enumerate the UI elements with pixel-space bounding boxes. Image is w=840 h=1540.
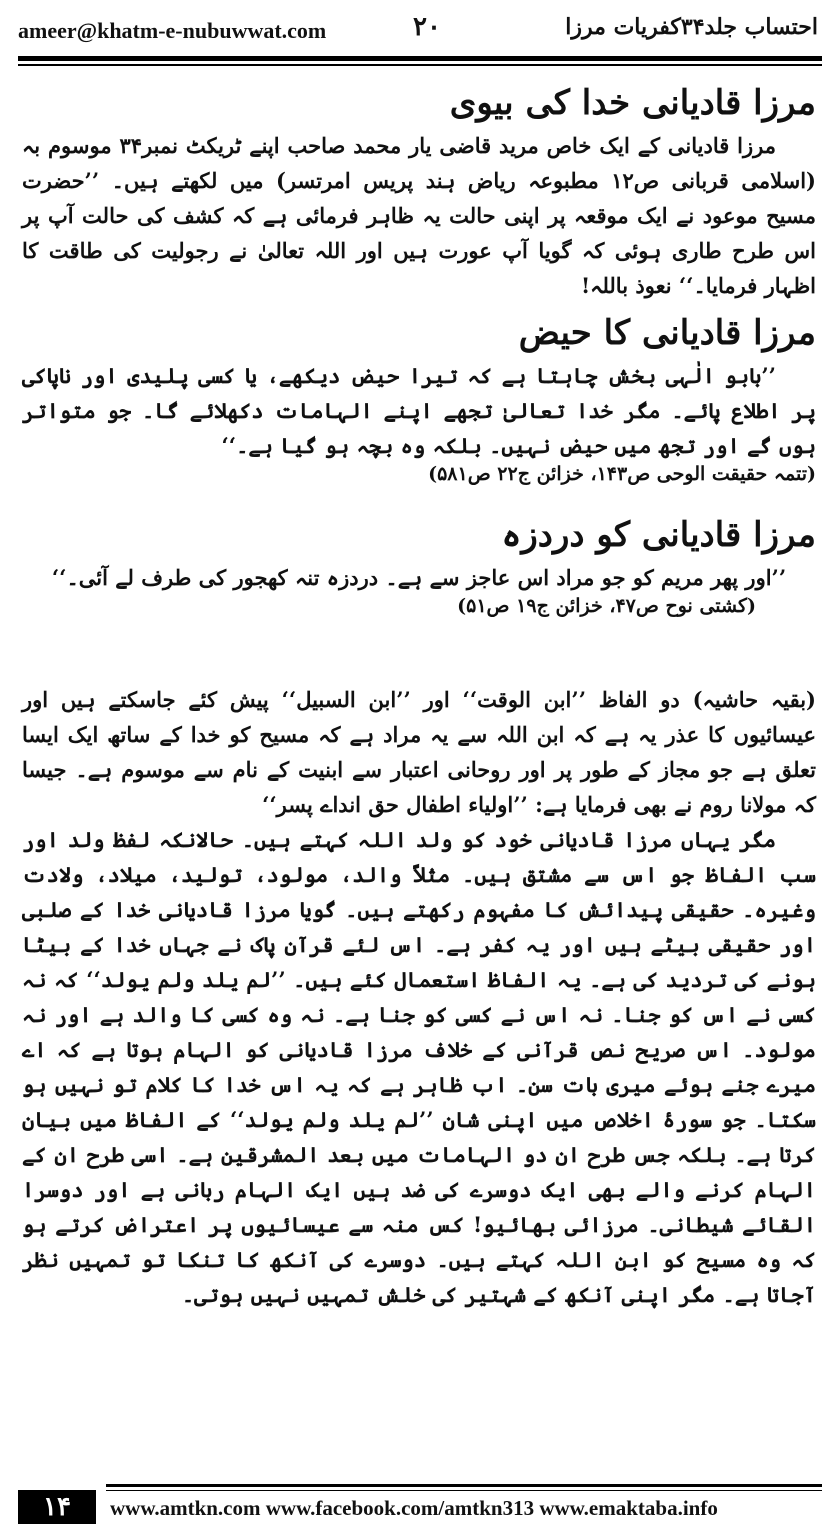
page-header — [18, 8, 818, 52]
header-rule-thin — [18, 64, 822, 66]
section-heading: مرزا قادیانی کا حیض — [518, 313, 816, 353]
section-heading: مرزا قادیانی کو دردزہ — [501, 515, 816, 555]
footnote-paragraph: مگر یہاں مرزا قادیانی خود کو ولد اللہ کہتے ہیں۔ حالانکہ لفظ ولد اور سب الفاظ جو اس سے مشتق ہیں۔ مثلاً والد، مولود، تولید، میلاد، ولادت وغیرہ۔ حقیقی پیدائش کا مفہوم رکھتے ہیں۔ گویا مرزا قادیانی خدا کے صلبی اور حقیقی بیٹے ہیں اور یہ کفر ہے۔ اس لئے قرآن پاک نے جہاں خدا کے بیٹا ہونے کی تردید کی ہے۔ یہ الفاظ استعمال کئے ہیں۔ ’’لم یلد ولم یولد‘‘ کہ نہ کسی نے اس کو جنا۔ نہ اس نے کسی کو جنا ہے۔ نہ وہ کسی کا والد ہے اور نہ مولود۔ اس صریح نص قرآنی کے خلاف مرزا قادیانی کو الہام ہوتا ہے کہ اے میرے جنے ہوئے میری بات سن۔ اب ظاہر ہے کہ یہ اس خدا کا کلام تو نہیں ہو سکتا۔ جو سورۂ اخلاص میں اپنی شان ’’لم یلد ولم یولد‘‘ کے الفاظ میں بیان کرتا ہے۔ بلکہ جس طرح ان دو الہامات میں بعد المشرقین ہے۔ اسی طرح ان کے الہام کرنے والے بھی ایک دوسرے کی ضد ہیں ایک الہام ربانی ہے اور دوسرا القائے شیطانی۔ مرزائی بھائیو! کس منہ سے عیسائیوں پر اعتراض کرتے ہو کہ وہ مسیح کو ابن اللہ کہتے ہیں۔ دوسرے کی آنکھ کا تنکا تو تمہیں نظر آجاتا ہے۔ مگر اپنی آنکھ کے شہتیر کی خلش تمہیں نہیں ہوتی۔ — [22, 827, 816, 1307]
section-reference: (کشتی نوح ص۴۷، خزائن ج۱۹ ص۵۱) — [457, 595, 756, 617]
header-book-title: احتساب جلد۳۴کفریات مرزا — [565, 14, 818, 40]
section-haiz — [22, 308, 816, 485]
section-paragraph: ’’اور پھر مریم کو جو مراد اس عاجز سے ہے۔ دردزہ تنہ کھجور کی طرف لے آئی۔‘‘ — [51, 565, 787, 590]
header-email: ameer@khatm-e-nubuwwat.com — [18, 18, 327, 43]
footer-rule-thin — [106, 1490, 822, 1491]
header-page-number: ۲۰ — [413, 12, 441, 42]
section-paragraph: ’’بابو الٰہی بخش چاہتا ہے کہ تیرا حیض دیکھے، یا کسی پلیدی اور ناپاکی پر اطلاع پائے۔ مگر خدا تعالیٰ تجھے اپنے الہامات دکھلائے گا۔ جو متواتر ہوں گے اور تجھ میں حیض نہیں۔ بلکہ وہ بچہ ہو گیا ہے۔‘‘ — [22, 363, 816, 458]
footer-urls: www.amtkn.com www.facebook.com/amtkn313 www.emaktaba.info — [110, 1496, 718, 1520]
page-footer — [18, 1484, 822, 1528]
section-reference: (تتمہ حقیقت الوحی ص۱۴۳، خزائن ج۲۲ ص۵۸۱) — [428, 463, 816, 485]
header-rule-thick — [18, 56, 822, 61]
section-dardzah — [22, 510, 816, 617]
section-paragraph: مرزا قادیانی کے ایک خاص مرید قاضی یار محمد صاحب اپنے ٹریکٹ نمبر۳۴ موسوم بہ (اسلامی قربانی ص۱۲ مطبوعہ ریاض ہند پریس امرتسر) میں لکھتے ہیں۔ ’’حضرت مسیح موعود نے ایک موقعہ پر اپنی حالت یہ ظاہر فرمائی ہے کہ کشف کی حالت آپ پر اس طرح طاری ہوئی کہ گویا آپ عورت ہیں اور اللہ تعالیٰ نے رجولیت کی طاقت کا اظہار فرمایا۔‘‘ نعوذ باللہ! — [22, 133, 816, 298]
section-heading: مرزا قادیانی خدا کی بیوی — [449, 83, 816, 123]
footer-rule-thick — [106, 1484, 822, 1487]
footnote-block — [22, 682, 816, 1312]
footnote-paragraph: (بقیہ حاشیہ) دو الفاظ ’’ابن الوقت‘‘ اور ’’ابن السبیل‘‘ پیش کئے جاسکتے ہیں اور عیسائیوں کا عذر یہ ہے کہ ابن اللہ سے یہ مراد ہے کہ مسیح کو خدا کے ساتھ ایک ایسا تعلق ہے جو مجاز کے طور پر اور روحانی اعتبار سے ابنیت کے نام سے موسوم ہے۔ جیسا کہ مولانا روم نے بھی فرمایا ہے: ’’اولیاء اطفال حق انداے پسر‘‘ — [22, 687, 817, 817]
footer-page-box: ۱۴ — [18, 1490, 96, 1524]
section-wife — [22, 78, 816, 303]
